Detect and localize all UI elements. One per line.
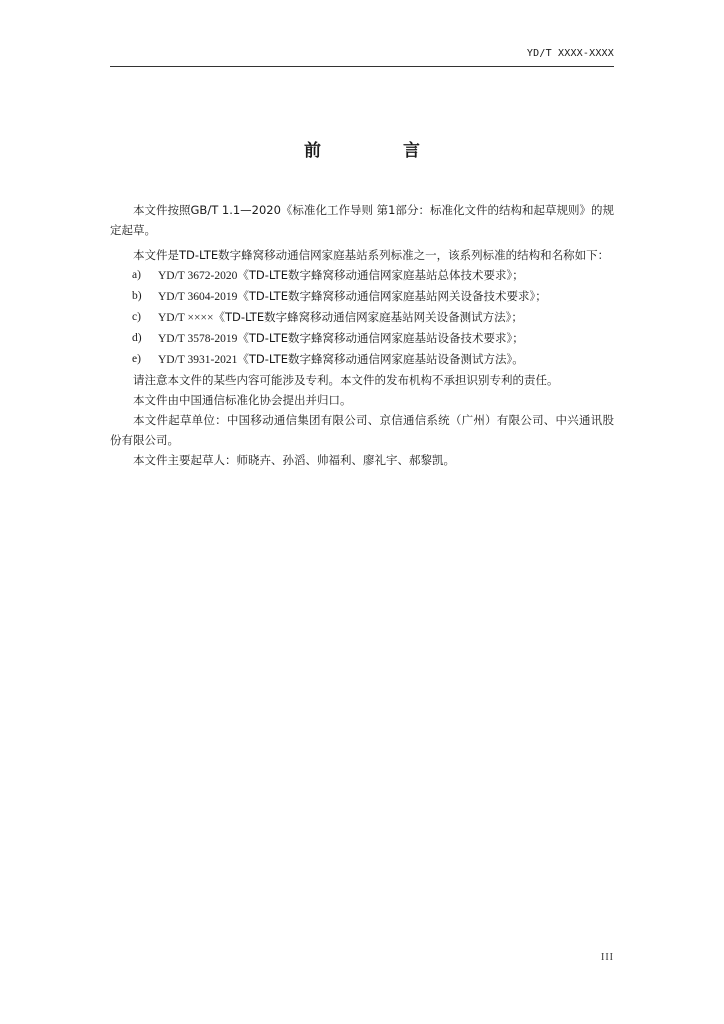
paragraph-drafting-rules: 本文件按照GB/T 1.1—2020《标准化工作导则 第1部分：标准化文件的结构和起草规则》的规定起草。 [110, 203, 614, 237]
paragraph-drafting-units: 本文件起草单位：中国移动通信集团有限公司、京信通信系统（广州）有限公司、中兴通讯股份有限公司。 [110, 413, 614, 447]
standard-title: 《TD-LTE数字蜂窝移动通信网家庭基站设备测试方法》。 [237, 352, 524, 366]
page-title: 前 言 [304, 141, 458, 161]
standard-code: YD/T 3672-2020 [158, 270, 238, 282]
paragraph-patent-notice: 请注意本文件的某些内容可能涉及专利。本文件的发布机构不承担识别专利的责任。 [133, 373, 559, 387]
list-item [110, 349, 614, 370]
list-marker: b) [132, 290, 142, 302]
document-code: YD/T XXXX-XXXX [526, 48, 614, 59]
standard-code: YD/T 3604-2019 [158, 291, 238, 303]
standard-code: YD/T ×××× [158, 312, 214, 324]
list-item [110, 286, 614, 307]
standard-title: 《TD-LTE数字蜂窝移动通信网家庭基站设备技术要求》； [237, 331, 524, 345]
list-item [110, 307, 614, 328]
standard-code: YD/T 3931-2021 [158, 354, 238, 366]
list-item [110, 265, 614, 286]
list-item [110, 328, 614, 349]
paragraph-proposer: 本文件由中国通信标准化协会提出并归口。 [133, 393, 352, 407]
standard-title: 《TD-LTE数字蜂窝移动通信网家庭基站总体技术要求》； [237, 268, 524, 282]
standard-code: YD/T 3578-2019 [158, 333, 238, 345]
list-marker: e) [132, 353, 141, 365]
foreword-body [110, 200, 614, 470]
list-marker: a) [132, 269, 141, 281]
list-item-text [158, 349, 524, 370]
list-item-text [158, 286, 547, 307]
list-item-text [158, 307, 523, 328]
list-marker: d) [132, 332, 142, 344]
header-divider [110, 66, 614, 67]
paragraph-series-intro: 本文件是TD-LTE数字蜂窝移动通信网家庭基站系列标准之一，该系列标准的结构和名称如下： [133, 248, 610, 262]
list-item-text [158, 328, 524, 349]
list-item-text [158, 265, 524, 286]
page-number: III [601, 952, 614, 963]
paragraph-drafters: 本文件主要起草人：师晓卉、孙滔、帅福利、廖礼宇、郝黎凯。 [133, 453, 455, 467]
standard-title: 《TD-LTE数字蜂窝移动通信网家庭基站网关设备测试方法》； [213, 310, 523, 324]
list-marker: c) [132, 311, 141, 323]
standard-title: 《TD-LTE数字蜂窝移动通信网家庭基站网关设备技术要求》； [237, 289, 547, 303]
series-standards-list [110, 265, 614, 370]
